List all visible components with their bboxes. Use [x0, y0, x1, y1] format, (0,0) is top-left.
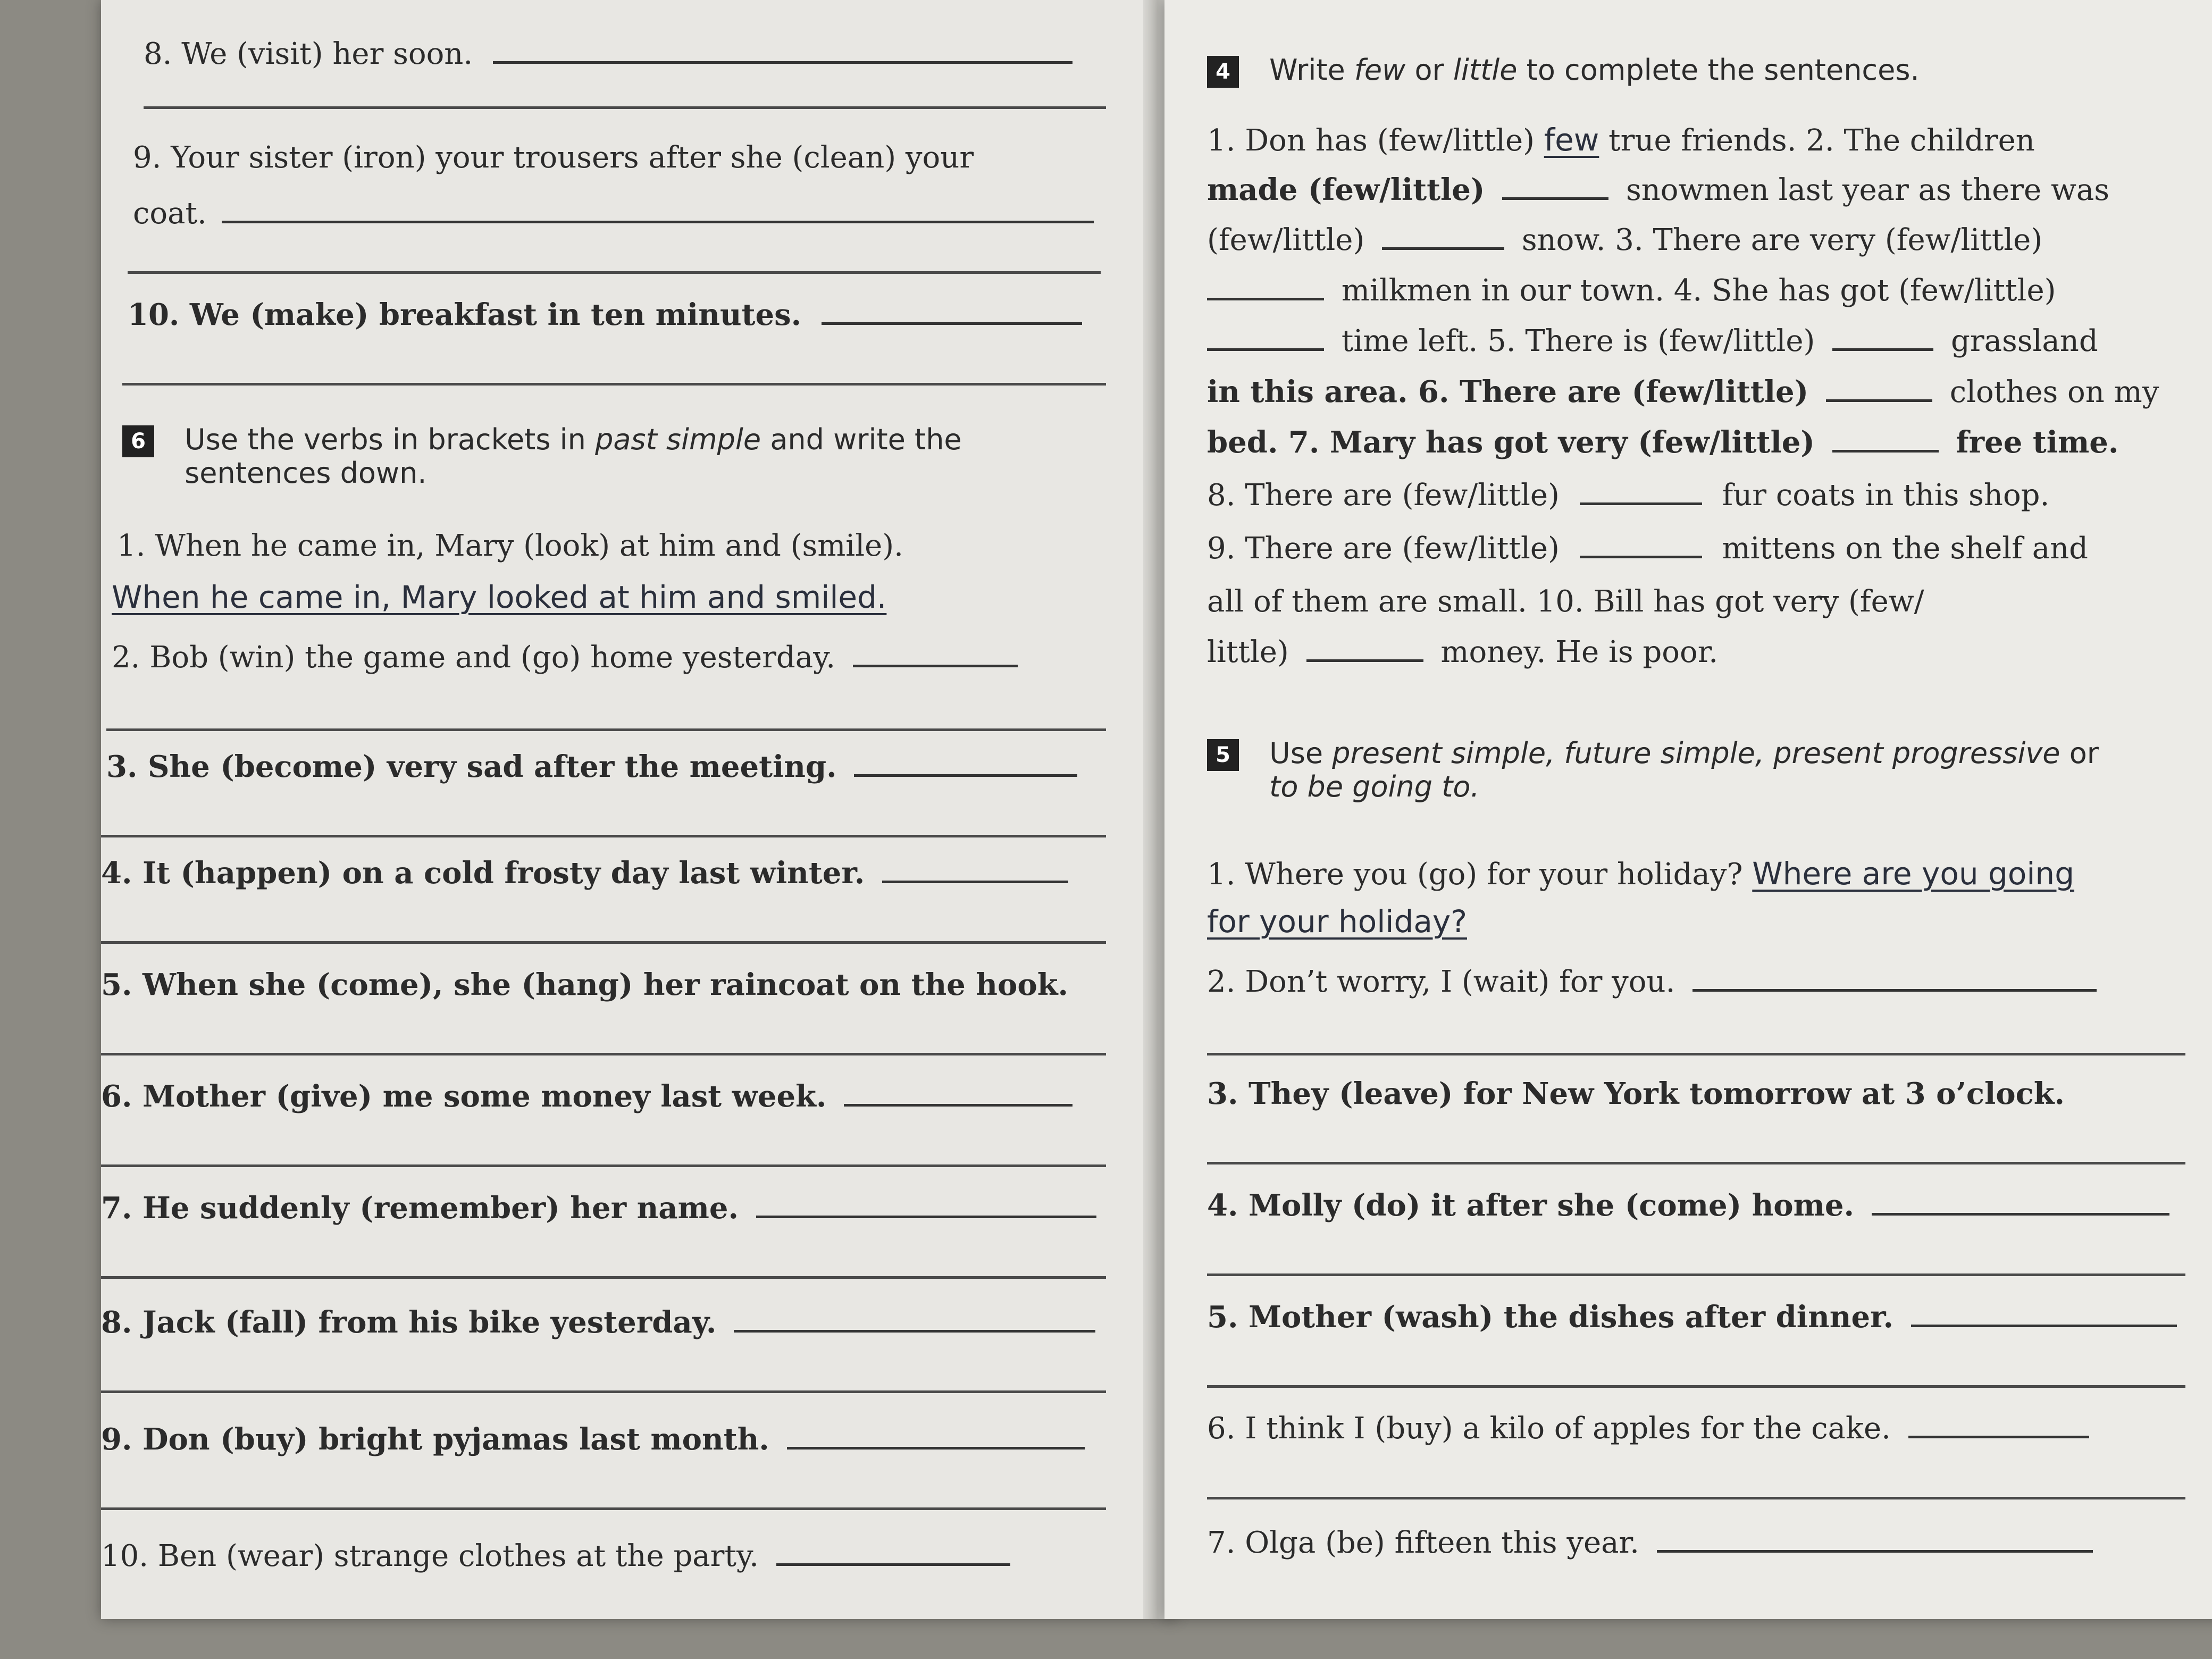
task-4-heading: 4 Write few or little to complete the sentences. — [1207, 53, 1920, 88]
task-4-line: bed. 7. Mary has got very (few/little) free time. — [1207, 425, 2119, 460]
answer-blank[interactable] — [493, 37, 1073, 64]
answer-line[interactable] — [101, 835, 1106, 837]
answer-line[interactable] — [101, 941, 1106, 944]
answer-line[interactable] — [1207, 1053, 2185, 1055]
exercise-item: 10. Ben (wear) strange clothes at the party. — [101, 1539, 1010, 1573]
answer-line[interactable] — [101, 1507, 1106, 1510]
answer-blank[interactable] — [1657, 1526, 2093, 1553]
exercise-item: 8. Jack (fall) from his bike yesterday. — [101, 1305, 1095, 1340]
task-4-line: milkmen in our town. 4. She has got (few/little) — [1207, 274, 2056, 308]
answer-line[interactable] — [101, 1276, 1106, 1279]
right-page — [1164, 0, 2212, 1619]
answer-blank[interactable] — [1826, 375, 1932, 402]
answer-line[interactable] — [101, 1164, 1106, 1167]
task-4-line: (few/little) snow. 3. There are very (few/little) — [1207, 223, 2043, 257]
exercise-item: 2. Don’t worry, I (wait) for you. — [1207, 965, 2097, 999]
handwritten-answer: for your holiday? — [1207, 903, 1467, 940]
handwritten-answer: Where are you going — [1752, 856, 2075, 892]
exercise-item: 2. Bob (win) the game and (go) home yesterday. — [112, 641, 1018, 675]
task-6-heading: 6 Use the verbs in brackets in past simple and write the sentences down. — [122, 423, 962, 490]
answer-blank[interactable] — [844, 1080, 1073, 1107]
task-number-badge: 4 — [1207, 56, 1239, 88]
answer-blank[interactable] — [1832, 426, 1939, 453]
handwritten-answer: few — [1544, 122, 1599, 158]
exercise-item: 3. They (leave) for New York tomorrow at 3 o’clock. — [1207, 1076, 2065, 1111]
exercise-item: 4. It (happen) on a cold frosty day last winter. — [101, 856, 1068, 891]
answer-blank[interactable] — [756, 1192, 1096, 1218]
task-4-line: time left. 5. There is (few/little) grassland — [1207, 324, 2098, 358]
task-4-line: all of them are small. 10. Bill has got very (few/ — [1207, 584, 1924, 619]
exercise-item — [133, 141, 974, 175]
answer-blank[interactable] — [1382, 223, 1504, 250]
task-4-line: in this area. 6. There are (few/little) clothes on my — [1207, 374, 2159, 409]
exercise-item: 1. When he came in, Mary (look) at him and (smile). — [117, 529, 903, 563]
answer-blank[interactable] — [1832, 324, 1933, 351]
answer-line[interactable] — [1207, 1497, 2185, 1499]
answer-line[interactable] — [144, 106, 1106, 109]
exercise-item: 9. Don (buy) bright pyjamas last month. — [101, 1422, 1085, 1457]
task-4-line: made (few/little) snowmen last year as there was — [1207, 172, 2110, 207]
answer-line[interactable] — [128, 271, 1101, 274]
answer-blank[interactable] — [1207, 274, 1324, 300]
answer-blank[interactable] — [853, 641, 1018, 667]
task-number-badge: 5 — [1207, 739, 1239, 771]
exercise-item-cont — [133, 197, 1094, 231]
exercise-item — [128, 298, 1082, 332]
answer-line[interactable] — [1207, 1162, 2185, 1164]
answer-blank[interactable] — [734, 1306, 1095, 1333]
answer-blank[interactable] — [822, 298, 1082, 325]
answer-blank[interactable] — [1908, 1412, 2089, 1438]
exercise-item: 6. Mother (give) me some money last week. — [101, 1079, 1073, 1114]
answer-example — [112, 580, 886, 615]
answer-example — [1207, 904, 1467, 940]
exercise-item: 5. When she (come), she (hang) her raincoat on the hook. — [101, 967, 1069, 1002]
answer-line[interactable] — [1207, 1385, 2185, 1388]
answer-blank[interactable] — [854, 750, 1077, 777]
answer-line[interactable] — [106, 728, 1106, 731]
item-text: 9. Your sister (iron) your trousers after she (clean) your — [133, 140, 974, 175]
answer-blank[interactable] — [776, 1539, 1010, 1566]
answer-blank[interactable] — [1872, 1189, 2169, 1216]
exercise-item: 6. I think I (buy) a kilo of apples for the cake. — [1207, 1412, 2089, 1446]
answer-line[interactable] — [122, 383, 1106, 386]
exercise-item: 7. Olga (be) fifteen this year. — [1207, 1526, 2093, 1560]
answer-blank[interactable] — [1306, 635, 1423, 662]
task-4-line: 9. There are (few/little) mittens on the shelf and — [1207, 531, 2089, 566]
handwritten-answer: When he came in, Mary looked at him and smiled. — [112, 579, 887, 615]
task-number-badge: 6 — [122, 425, 154, 457]
answer-blank[interactable] — [222, 197, 1094, 223]
exercise-item: 7. He suddenly (remember) her name. — [101, 1191, 1096, 1226]
exercise-item: 1. Where you (go) for your holiday? Where are you going — [1207, 856, 2075, 892]
answer-blank[interactable] — [1502, 173, 1608, 200]
answer-line[interactable] — [101, 1053, 1106, 1055]
answer-line[interactable] — [101, 1390, 1106, 1393]
task-5-heading: 5 Use present simple, future simple, present progressive or to be going to. — [1207, 736, 2099, 803]
item-text: 10. We (make) breakfast in ten minutes. — [128, 297, 802, 332]
exercise-item — [144, 37, 1073, 71]
answer-blank[interactable] — [1911, 1301, 2177, 1327]
answer-blank[interactable] — [1580, 479, 1702, 505]
answer-blank[interactable] — [882, 857, 1068, 883]
exercise-item: 5. Mother (wash) the dishes after dinner. — [1207, 1300, 2177, 1335]
answer-blank[interactable] — [1580, 532, 1702, 558]
item-text: 8. We (visit) her soon. — [144, 37, 473, 71]
task-4-line: 8. There are (few/little) fur coats in this shop. — [1207, 478, 2050, 513]
task-4-line: little) money. He is poor. — [1207, 635, 1719, 669]
answer-line[interactable] — [1207, 1273, 2185, 1276]
answer-blank[interactable] — [1207, 324, 1324, 351]
exercise-item: 3. She (become) very sad after the meeting. — [106, 750, 1077, 784]
exercise-item: 4. Molly (do) it after she (come) home. — [1207, 1188, 2169, 1223]
left-page — [101, 0, 1175, 1619]
answer-blank[interactable] — [1692, 965, 2097, 992]
answer-blank[interactable] — [787, 1423, 1085, 1449]
item-text: coat. — [133, 196, 207, 231]
task-4-line: 1. Don has (few/little) few true friends. 2. The children — [1207, 122, 2035, 158]
